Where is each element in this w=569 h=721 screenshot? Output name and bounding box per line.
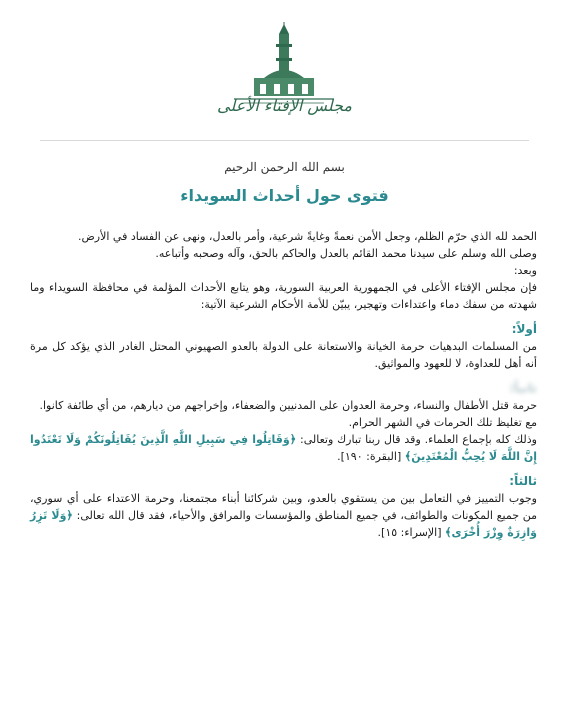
section-2-text-2: مع تغليظ تلك الحرمات في الشهر الحرام. xyxy=(348,416,537,429)
section-3-reference: [الإسراء: ١٥]. xyxy=(377,526,442,539)
section-2-quran-paragraph xyxy=(30,431,537,465)
section-2-lead: وذلك كله بإجماع العلماء. وقد قال ربنا تبارك وتعالى: xyxy=(300,433,537,446)
intro-transition: وبعد: xyxy=(513,264,537,277)
section-2-reference: [البقرة: ١٩٠]. xyxy=(337,450,402,463)
fatwa-title: فتوى حول أحداث السويداء xyxy=(180,186,389,205)
section-3-quran-verse: ﴿وَلَا تَزِرُ وَازِرَةٌ وِزْرَ أُخْرَى﴾ xyxy=(30,509,537,539)
section-3-text: وجوب التمييز في التعامل بين من يستقوي بالعدو، وبين شركائنا أبناء مجتمعنا، وحرمة الاعتداء على أي سوري، من جميع المكونات والطوائف، في جميع المناطق والمؤسسات والمرافق والأحياء، فقد قال الله تعالى: xyxy=(30,492,538,522)
minaret-mosque-icon xyxy=(224,22,344,107)
section-3-heading: ثالثاً: xyxy=(509,474,537,488)
intro-praise: الحمد لله الذي حرّم الظلم، وجعل الأمن نعمةً وغايةً شرعية، وأمر بالعدل، ونهى عن الفساد في الأرض. xyxy=(77,230,537,243)
basmala: بسم الله الرحمن الرحيم xyxy=(224,160,345,174)
council-name: مجلس الإفتاء الأعلى xyxy=(217,96,352,115)
letterhead xyxy=(0,0,569,140)
intro-salutation: وصلى الله وسلم على سيدنا محمد القائم بالعدل والحاكم بالحق، وآله وصحبه وأتباعه. xyxy=(155,247,537,260)
section-2-heading: ثانياً: xyxy=(509,381,537,395)
intro-statement: فإن مجلس الإفتاء الأعلى في الجمهورية العربية السورية، وهو يتابع الأحداث المؤلمة في محافظة السويداء وما شهدته من سفك دماء واعتداءات وتهجير، يبيّن للأمة الأحكام الشرعية الآتية: xyxy=(30,281,537,311)
section-2-text-1: حرمة قتل الأطفال والنساء، وحرمة العدوان على المدنيين والضعفاء، وإخراجهم من ديارهم، من أي طائفة كانوا. xyxy=(39,399,537,412)
header-divider xyxy=(40,140,529,141)
section-1-heading: أولاً: xyxy=(511,322,537,336)
fatwa-body xyxy=(30,228,537,541)
section-2-quran-verse: ﴿وَقَاتِلُوا فِي سَبِيلِ اللَّهِ الَّذِينَ يُقَاتِلُونَكُمْ وَلَا تَعْتَدُوا إِنَّ اللَّهَ لَا يُحِبُّ الْمُعْتَدِينَ﴾ xyxy=(30,433,537,463)
section-3-quran-paragraph xyxy=(30,490,537,541)
section-1-text: من المسلمات البدهيات حرمة الخيانة والاستعانة على الدولة بالعدو الصهيوني المحتل الغادر الذي يؤكد كل مرة أنه أهل للعداوة، لا للعهود والمواثيق. xyxy=(30,340,537,370)
